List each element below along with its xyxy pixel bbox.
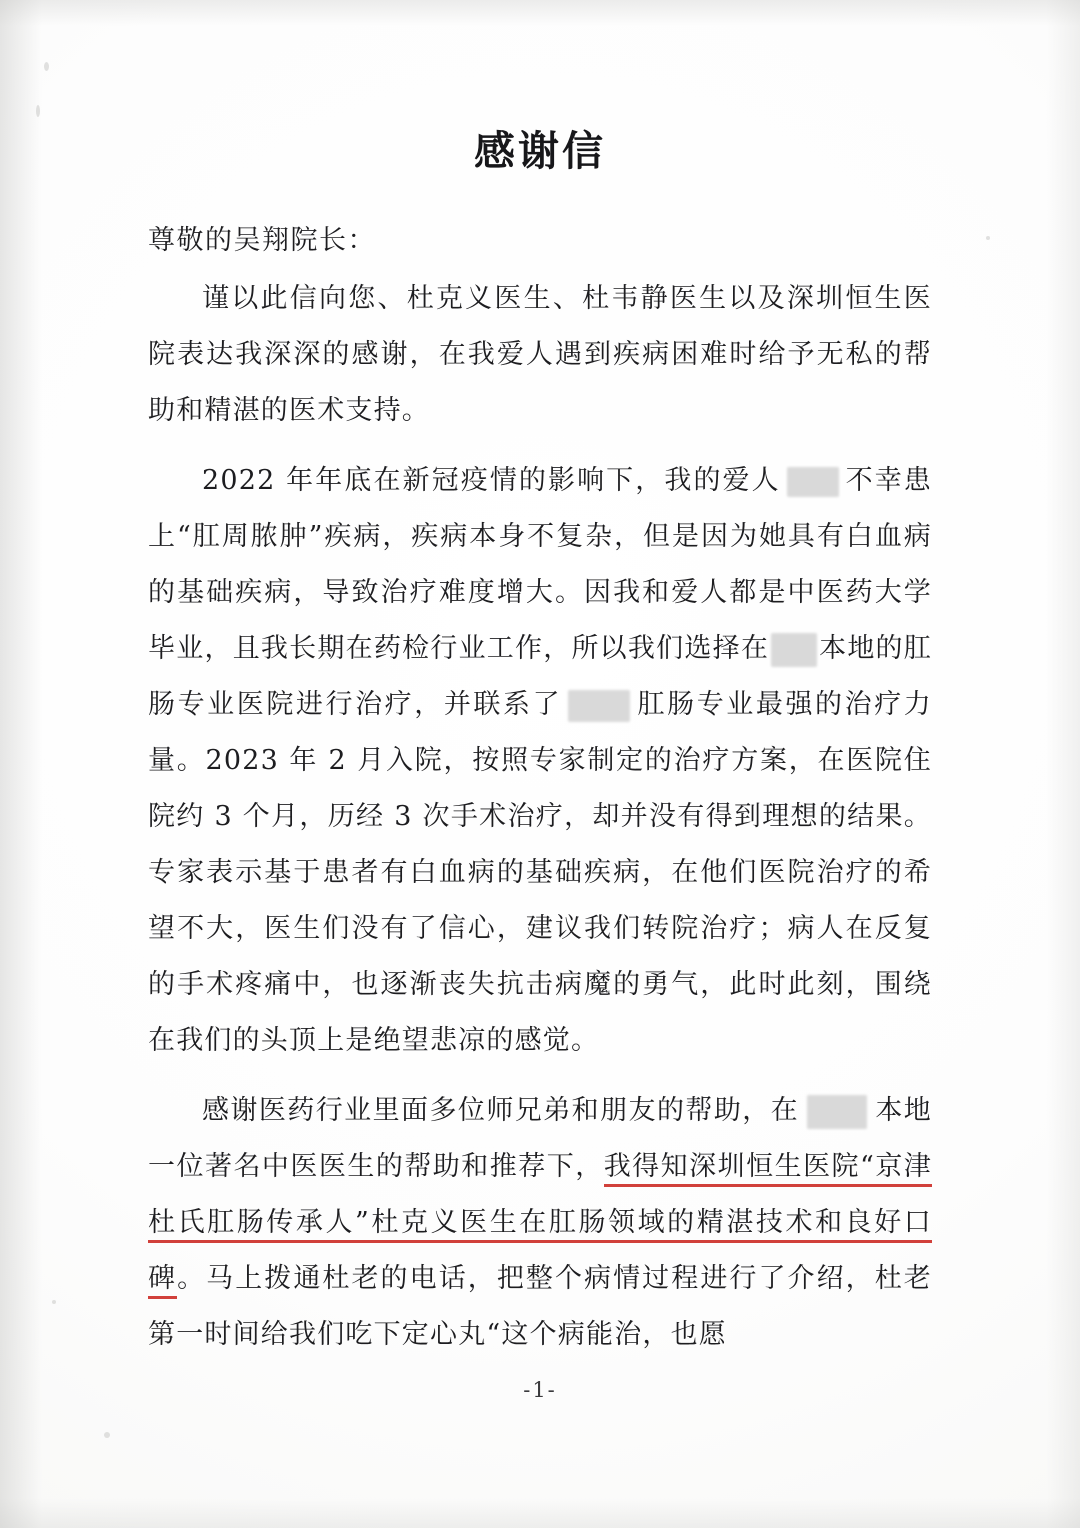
scan-speck xyxy=(44,62,49,71)
document-body xyxy=(148,0,932,1363)
page-edge-shadow-bottom xyxy=(0,1498,1080,1528)
paragraph-3-text-c: 。马上拨通杜老的电话，把整个病情过程进行了介绍，杜老第一时间给我们吃下定心丸“这个病能治，也愿 xyxy=(148,1263,933,1351)
scan-speck xyxy=(52,1300,56,1304)
page-title: 感谢信 xyxy=(474,127,606,175)
paragraph-3-text-b: 本地一位著名中医医生的帮助和推荐下， xyxy=(148,1095,932,1183)
highlighted-underlined-text: 我得知深圳恒生医院“京津杜氏肛肠传承人”杜克义医生在肛肠领域的精湛技术和良好口碑 xyxy=(148,1151,932,1299)
paragraph-3 xyxy=(148,1083,932,1363)
page-number: -1- xyxy=(523,1378,557,1402)
scan-speck xyxy=(986,236,990,240)
paragraph-2-text-c: 本地的肛肠专业医院进行治疗，并联系了 xyxy=(148,633,932,721)
paragraph-3-text-a: 感谢医药行业里面多位师兄弟和朋友的帮助，在 xyxy=(202,1095,800,1127)
redaction-block xyxy=(787,467,839,497)
paragraph-2-text-a: 2022 年年底在新冠疫情的影响下，我的爱人 xyxy=(202,465,781,497)
paragraph-2-text-b: 不幸患上“肛周脓肿”疾病，疾病本身不复杂，但是因为她具有白血病的基础疾病，导致治疗难度增大。因我和爱人都是中医药大学毕业，且我长期在药检行业工作，所以我们选择在 xyxy=(148,465,932,665)
paragraph-1 xyxy=(148,271,932,439)
salutation: 尊敬的吴翔院长： xyxy=(148,225,376,256)
paragraph-2-text-d: 肛肠专业最强的治疗力量。2023 年 2 月入院，按照专家制定的治疗方案，在医院住院约 3 个月，历经 3 次手术治疗，却并没有得到理想的结果。专家表示基于患者有白血病的基础疾病，在他们医院治疗的希望不大，医生们没有了信心，建议我们转院治疗；病人在反复的手术疼痛中，也逐渐丧失抗击病魔的勇气，此时此刻，围绕在我们的头顶上是绝望悲凉的感觉。 xyxy=(148,689,932,1057)
redaction-block xyxy=(807,1095,867,1129)
scan-speck xyxy=(104,1432,110,1438)
redaction-block xyxy=(771,633,817,667)
paragraph-1-text: 谨以此信向您、杜克义医生、杜韦静医生以及深圳恒生医院表达我深深的感谢，在我爱人遇到疾病困难时给予无私的帮助和精湛的医术支持。 xyxy=(148,283,932,427)
paragraph-2 xyxy=(148,453,932,1069)
redaction-block xyxy=(568,690,630,722)
scan-speck xyxy=(36,105,40,117)
